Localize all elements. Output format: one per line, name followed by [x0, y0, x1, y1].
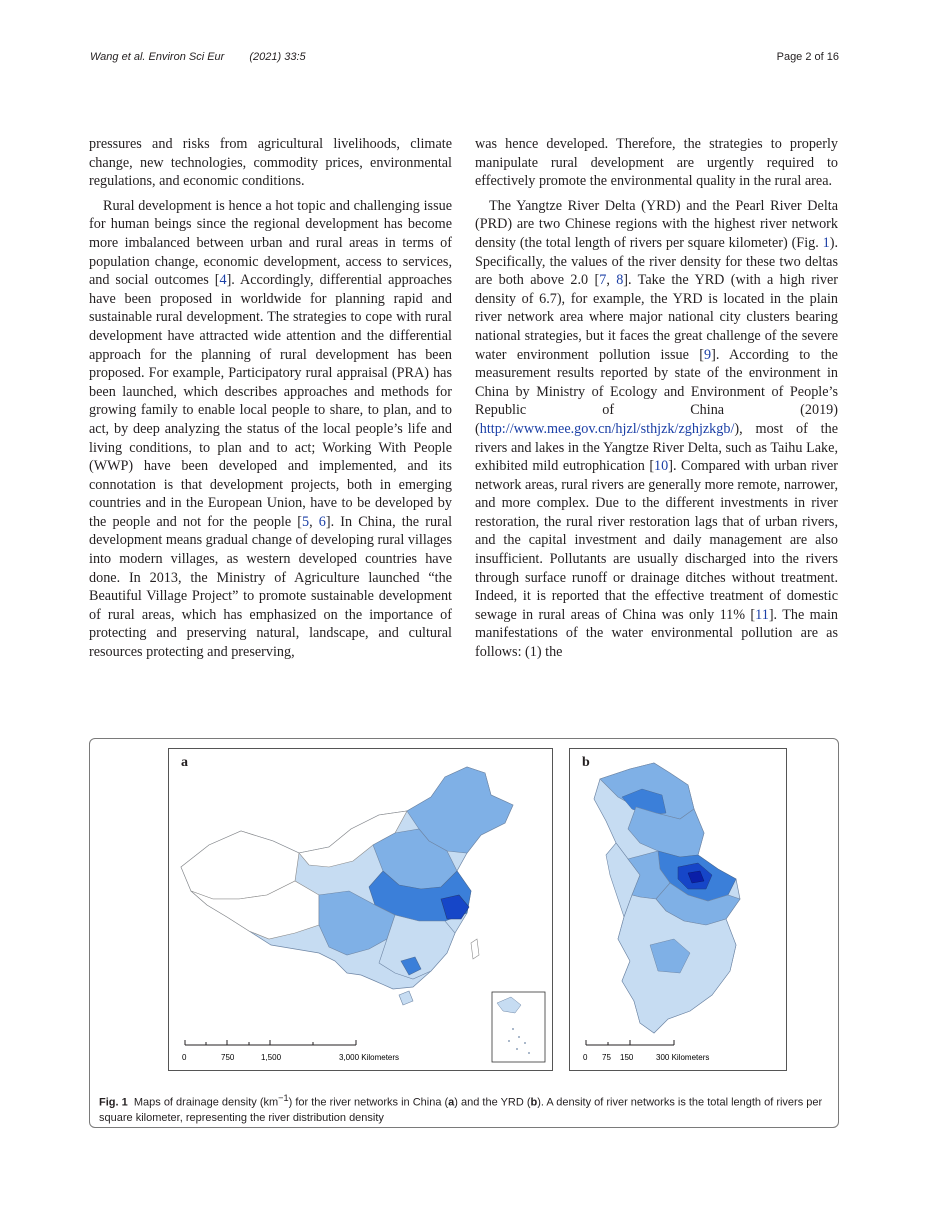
left-p2-text-c: ]. In China, the rural development means gradual change of developing rural villages into modern villages, as western developed countries have done. In 2013, the Ministry of Agriculture launched “the Beautiful Village Project” to promote sustainable development of rural areas, which has emphasized on the importance of protecting and preserving natural, landscape, and cultural resources protecting and preserving, — [89, 513, 453, 661]
caption-label: Fig. 1 — [99, 1096, 128, 1109]
right-p2-text-d: ]. According to the measurement results reported by state of the environment in China by Ministry of Ecology and Environment of People’s Republic of China (2019) ( — [475, 346, 838, 437]
caption-text-a: Maps of drainage density (km — [133, 1096, 279, 1109]
panel-b-yrd-map — [569, 748, 787, 1071]
right-p2-text-f: ]. Compared with urban river network areas, rural rivers are generally more remote, narrower, and more complex. Due to the different investments in river restoration, the rural river restoration lags that of urban rivers, and the capital investment and daily management are also insufficient. Pollutants are usually discharged into the rivers through surface runoff or drainage ditches without treatment. Indeed, it is reported that the effective treatment of domestic sewage in rural areas of China was only 11% [ — [475, 458, 838, 623]
scale-b-tick-300: 300 Kilometers — [656, 1053, 710, 1062]
scale-b-tick-75: 75 — [602, 1053, 611, 1062]
panel-a-label: a — [181, 755, 188, 770]
citation-link-8[interactable]: 8 — [616, 272, 624, 289]
right-p2-text-c: ]. Take the YRD (with a high river density of 6.7), for example, the YRD is located in the plain river network area where major national city clusters bearing national strategies, but it faces the great challenge of the severe water environment pollution issue [ — [475, 272, 839, 363]
caption-superscript: −1 — [278, 1093, 289, 1103]
taiwan-island — [471, 939, 479, 959]
right-p2-text-g: ]. The main manifestations of the water environmental pollution are as follows: (1) the — [475, 606, 838, 661]
figure-caption — [99, 1091, 824, 1126]
figure-link-1[interactable]: 1 — [822, 234, 830, 251]
citation-link-5[interactable]: 5 — [302, 513, 310, 530]
citation-link-10[interactable]: 10 — [654, 458, 669, 475]
right-paragraph-2 — [475, 197, 838, 662]
left-paragraph-2 — [89, 197, 452, 662]
mee-url-link[interactable]: http://www.mee.gov.cn/hjzl/sthjzk/zghjzkgb/ — [479, 420, 735, 437]
panel-a-china-map — [168, 748, 553, 1071]
scale-a-tick-1500: 1,500 — [261, 1053, 282, 1062]
right-p2-sep: , — [606, 272, 617, 289]
left-paragraph-1: pressures and risks from agricultural livelihoods, climate change, new technologies, commodity prices, environmental regulations, and economic conditions. — [89, 136, 452, 190]
running-header — [90, 51, 306, 63]
citation-link-4[interactable]: 4 — [219, 272, 227, 289]
citation-link-6[interactable]: 6 — [318, 513, 326, 530]
caption-text-d: ). A density of river networks is the total length of rivers per square kilometer, representing the river distribution density — [99, 1096, 823, 1124]
left-p2-text-a: Rural development is hence a hot topic and challenging issue for human beings since the regional development has become more imbalanced between urban and rural areas in terms of population change, economic development, access to services, and social outcomes [ — [89, 197, 452, 289]
citation-link-7[interactable]: 7 — [599, 272, 607, 289]
panel-b-label: b — [582, 755, 590, 770]
right-column — [475, 135, 838, 662]
scale-a-tick-750: 750 — [221, 1053, 235, 1062]
yrd-drainage-map — [570, 749, 786, 1070]
right-p2-text-a: The Yangtze River Delta (YRD) and the Pearl River Delta (PRD) are two Chinese regions with the highest river network density (the total length of rivers per square kilometer) (Fig. — [475, 197, 838, 251]
scale-b-tick-0: 0 — [583, 1053, 588, 1062]
left-column — [89, 135, 452, 662]
scale-bar-b — [586, 1040, 674, 1045]
citation-link-9[interactable]: 9 — [704, 346, 712, 363]
citation-link-11[interactable]: 11 — [755, 606, 769, 623]
header-authors: Wang et al. — [90, 51, 146, 63]
scale-a-tick-3000: 3,000 Kilometers — [339, 1053, 400, 1062]
left-p2-sep: , — [309, 513, 319, 530]
right-p2-text-b: ). Specifically, the values of the river density for these two deltas are both above 2.0 [ — [475, 234, 838, 289]
scale-bar-a — [185, 1040, 356, 1045]
page-number: Page 2 of 16 — [776, 51, 839, 63]
scale-b-tick-150: 150 — [620, 1053, 634, 1062]
left-p2-text-b: ]. Accordingly, differential approaches have been proposed in worldwide for planning rapid and sustainable rural development. The strategies to cope with rural development have attracted wide attention and the differential approach for the planning of rural development has been proposed. For example, Participatory rural appraisal (PRA) has been launched, which describes approaches and methods for growing family to enable local people to share, to plan, and to act, by deep analyzing the status of the local people’s life and living conditions, to plan and to act; Working With People (WWP) have been developed and implemented, and its connotation is that development projects, both in emerging countries and in the European Union, have to be developed by the people and not for the people [ — [89, 272, 452, 530]
hainan-island — [399, 991, 413, 1005]
caption-text-c: ) and the YRD ( — [454, 1096, 531, 1109]
caption-bold-a: a — [448, 1096, 455, 1109]
caption-text-b: ) for the river networks in China ( — [288, 1096, 449, 1109]
header-journal: Environ Sci Eur — [148, 51, 225, 63]
scale-a-tick-0: 0 — [182, 1053, 187, 1062]
right-p2-text-e: ), most of the rivers and lakes in the Yangtze River Delta, such as Taihu Lake, exhibited mild eutrophication [ — [475, 420, 838, 475]
header-citation: (2021) 33:5 — [249, 51, 306, 63]
china-drainage-map — [169, 749, 552, 1070]
right-paragraph-1: was hence developed. Therefore, the strategies to properly manipulate rural development are urgently required to effectively promote the environmental quality in the rural area. — [475, 136, 838, 190]
figure-1 — [89, 738, 839, 1128]
caption-bold-b: b — [530, 1096, 538, 1109]
